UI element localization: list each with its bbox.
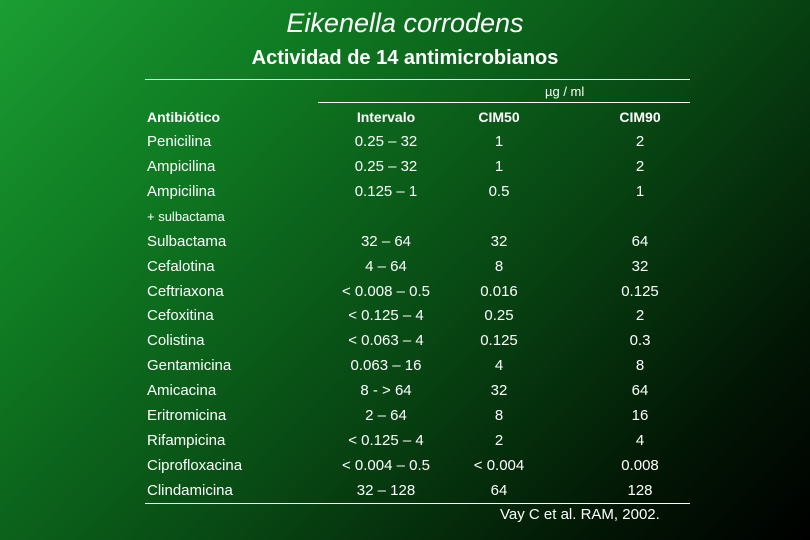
row-mic90: 2 [635, 307, 645, 324]
row-name: Rifampicina [147, 432, 226, 449]
row-mic90: 32 [631, 258, 649, 275]
row-range: < 0.008 – 0.5 [342, 283, 430, 300]
row-mic90: 0.008 [621, 457, 659, 474]
row-mic50: < 0.004 [473, 457, 525, 474]
table-bottom-rule [145, 503, 690, 504]
row-mic50: 1 [494, 133, 504, 150]
unit-label: µg / ml [545, 84, 585, 99]
row-range: < 0.004 – 0.5 [342, 457, 430, 474]
row-mic50: 4 [494, 357, 504, 374]
row-mic50: 32 [490, 233, 508, 250]
slide-subtitle: Actividad de 14 antimicrobianos [251, 47, 559, 69]
row-name: Cefalotina [147, 258, 215, 275]
row-mic50: 64 [490, 482, 508, 499]
row-mic50: 2 [494, 432, 504, 449]
row-mic90: 0.125 [621, 283, 659, 300]
table-top-rule [145, 79, 690, 80]
row-range: 0.063 – 16 [350, 357, 422, 374]
row-mic50: 0.016 [480, 283, 518, 300]
row-mic90: 16 [631, 407, 649, 424]
row-range: < 0.063 – 4 [348, 332, 424, 349]
row-mic50: 32 [490, 382, 508, 399]
row-name: Eritromicina [147, 407, 227, 424]
row-name: Sulbactama [147, 233, 227, 250]
row-mic90: 2 [635, 133, 645, 150]
row-mic90: 8 [635, 357, 645, 374]
slide-title: Eikenella corrodens [286, 8, 524, 38]
row-mic90: 128 [627, 482, 653, 499]
row-name: Gentamicina [147, 357, 232, 374]
row-name: Ciprofloxacina [147, 457, 243, 474]
row-mic50: 0.5 [488, 183, 510, 200]
row-mic90: 1 [635, 183, 645, 200]
row-name: Penicilina [147, 133, 212, 150]
header-range: Intervalo [356, 109, 416, 125]
row-mic90: 4 [635, 432, 645, 449]
row-note: + sulbactama [147, 209, 225, 224]
unit-rule [318, 102, 690, 103]
row-mic50: 8 [494, 258, 504, 275]
row-range: 0.125 – 1 [354, 183, 418, 200]
row-range: 32 – 64 [360, 233, 412, 250]
row-name: Colistina [147, 332, 205, 349]
row-range: 0.25 – 32 [354, 158, 418, 175]
row-name: Ampicilina [147, 158, 216, 175]
row-range: < 0.125 – 4 [348, 307, 424, 324]
row-range: 4 – 64 [365, 258, 407, 275]
row-range: < 0.125 – 4 [348, 432, 424, 449]
row-mic50: 0.25 [484, 307, 514, 324]
row-mic50: 8 [494, 407, 504, 424]
row-name: Amicacina [147, 382, 217, 399]
row-range: 32 – 128 [356, 482, 416, 499]
row-range: 0.25 – 32 [354, 133, 418, 150]
row-mic50: 0.125 [480, 332, 518, 349]
header-antibiotic: Antibiótico [147, 109, 221, 125]
row-mic90: 64 [631, 382, 649, 399]
row-mic90: 0.3 [629, 332, 651, 349]
header-mic50: CIM50 [478, 109, 520, 125]
row-mic90: 2 [635, 158, 645, 175]
row-mic50: 1 [494, 158, 504, 175]
row-name: Cefoxitina [147, 307, 214, 324]
row-range: 8 - > 64 [360, 382, 412, 399]
citation: Vay C et al. RAM, 2002. [500, 506, 660, 523]
row-name: Clindamicina [147, 482, 233, 499]
row-name: Ampicilina [147, 183, 216, 200]
row-name: Ceftriaxona [147, 283, 224, 300]
row-range: 2 – 64 [365, 407, 407, 424]
row-mic90: 64 [631, 233, 649, 250]
header-mic90: CIM90 [619, 109, 661, 125]
